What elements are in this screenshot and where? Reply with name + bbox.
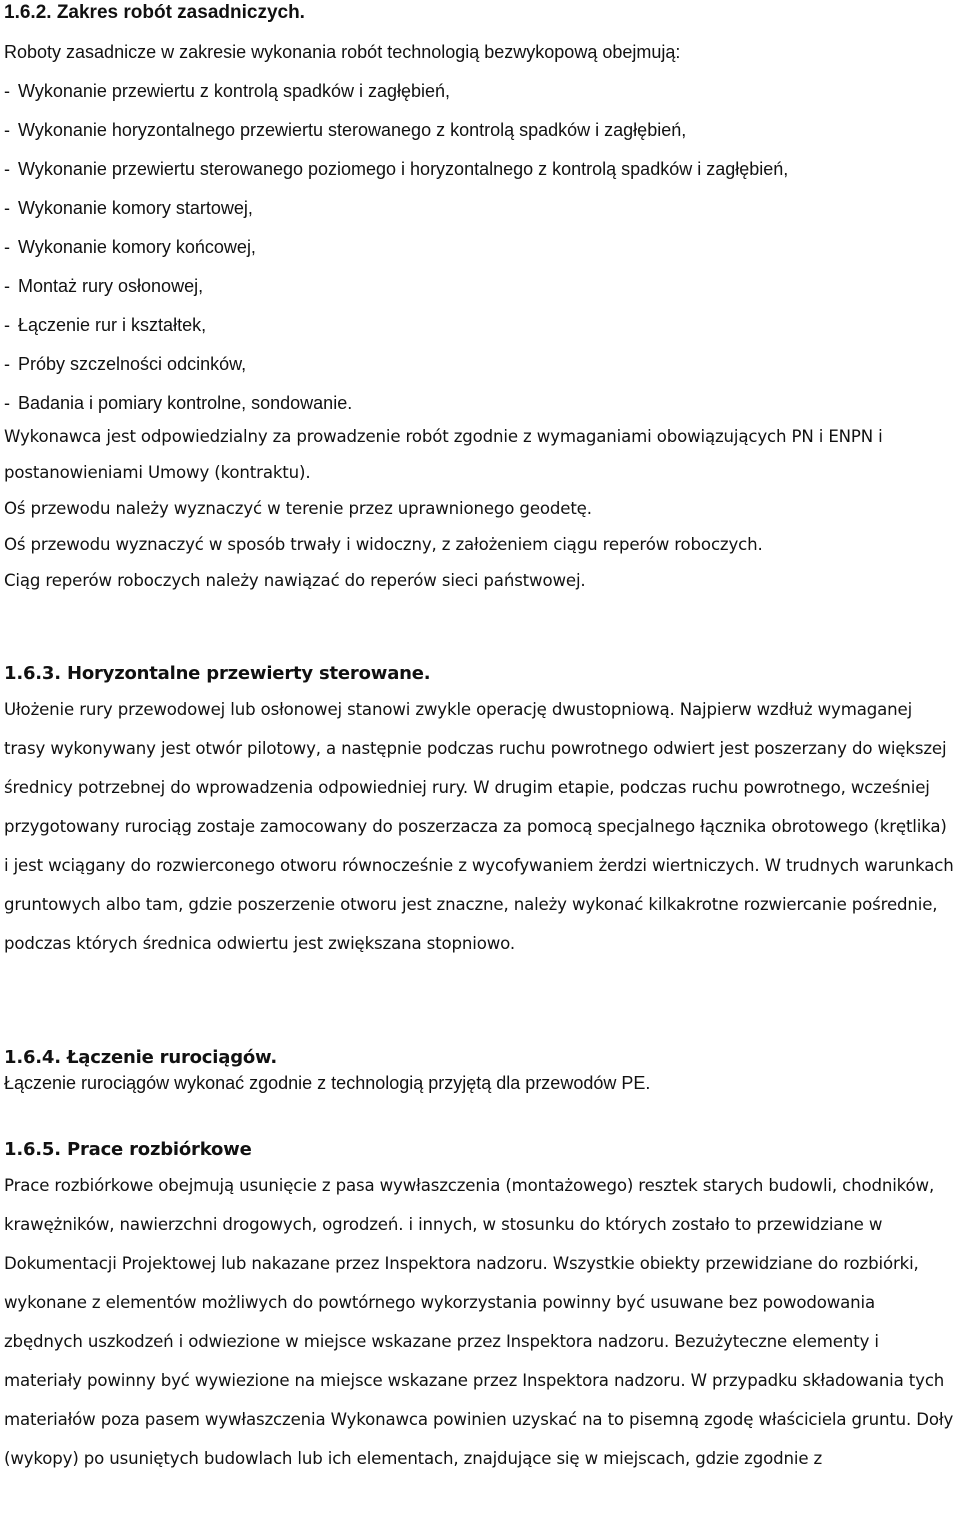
- list-dash: -: [4, 315, 10, 335]
- list-dash: -: [4, 198, 10, 218]
- list-dash: -: [4, 276, 10, 296]
- section-heading: 1.6.3. Horyzontalne przewierty sterowane.: [4, 663, 431, 684]
- list-dash: -: [4, 120, 10, 140]
- list-item-text: Wykonanie horyzontalnego przewiertu sterowanego z kontrolą spadków i zagłębień,: [18, 120, 687, 140]
- contractor-responsibility-text: Wykonawca jest odpowiedzialny za prowadzenie robót zgodnie z wymaganiami obowiązujących PN i ENPN i postanowieniami Umowy (kontraktu).: [4, 427, 883, 482]
- benchmark-text: Ciąg reperów roboczych należy nawiązać do reperów sieci państwowej.: [4, 571, 586, 590]
- list-item-text: Wykonanie przewiertu sterowanego poziomego i horyzontalnego z kontrolą spadków i zagłębień,: [18, 159, 789, 179]
- list-item: [4, 72, 956, 111]
- section-1-6-2-paragraphs: [4, 419, 956, 599]
- list-dash: -: [4, 237, 10, 257]
- list-item: [4, 111, 956, 150]
- list-item-text: Wykonanie komory końcowej,: [18, 237, 256, 257]
- list-dash: -: [4, 159, 10, 179]
- list-item-text: Badania i pomiary kontrolne, sondowanie.: [18, 393, 353, 413]
- list-item-text: Montaż rury osłonowej,: [18, 276, 204, 296]
- hdd-description-text: Ułożenie rury przewodowej lub osłonowej stanowi zwykle operację dwustopniową. Najpierw wzdłuż wymaganej trasy wykonywany jest otwór pilotowy, a następnie podczas ruchu powrotnego odwiert jest poszerzany do większej średnicy potrzebnej do wprowadzenia odpowiedniej rury. W drugim etapie, podczas ruchu powrotnego, wcześniej przygotowany rurociąg zostaje zamocowany do poszerzacza za pomocą specjalnego łącznika obrotowego (krętlika) i jest wciągany do rozwierconego otworu równocześnie z wycofywaniem żerdzi wiertniczych. W trudnych warunkach gruntowych albo tam, gdzie poszerzenie otworu jest znaczne, należy wykonać kilkakrotne rozwiercanie pośrednie, podczas których średnica odwiertu jest zwiększana stopniowo.: [4, 700, 954, 953]
- list-item: [4, 267, 956, 306]
- section-1-6-2: [4, 0, 956, 423]
- section-heading: 1.6.2. Zakres robót zasadniczych.: [4, 2, 305, 23]
- demolition-text: Prace rozbiórkowe obejmują usunięcie z pasa wywłaszczenia (montażowego) resztek starych budowli, chodników, krawężników, nawierzchni drogowych, ogrodzeń. i innych, w stosunku do których zostało to przewidziane w Dokumentacji Projektowej lub nakazane przez Inspektora nadzoru. Wszystkie obiekty przewidziane do rozbiórki, wykonane z elementów możliwych do powtórnego wykorzystania powinny być usuwane bez powodowania zbędnych uszkodzeń i odwiezione w miejsce wskazane przez Inspektora nadzoru. Bezużyteczne elementy i materiały powinny być wywiezione na miejsce wskazane przez Inspektora nadzoru. W przypadku składowania tych materiałów poza pasem wywłaszczenia Wykonawca powinien uzyskać na to pisemną zgodę właściciela gruntu. Doły (wykopy) po usuniętych budowlach lub ich elementach, znajdujące się w miejscach, gdzie zgodnie z: [4, 1176, 954, 1468]
- list-dash: -: [4, 81, 10, 101]
- list-item: [4, 345, 956, 384]
- list-dash: -: [4, 393, 10, 413]
- list-item-text: Wykonanie komory startowej,: [18, 198, 253, 218]
- list-item: [4, 384, 956, 423]
- list-item: [4, 306, 956, 345]
- list-item-text: Wykonanie przewiertu z kontrolą spadków i zagłębień,: [18, 81, 451, 101]
- section-heading: 1.6.5. Prace rozbiórkowe: [4, 1139, 252, 1160]
- list-item-text: Próby szczelności odcinków,: [18, 354, 247, 374]
- section-heading: 1.6.4. Łączenie rurociągów.: [4, 1047, 277, 1068]
- section-1-6-4: [4, 1046, 956, 1096]
- list-dash: -: [4, 354, 10, 374]
- works-list: [4, 72, 956, 423]
- section-1-6-5: [4, 1136, 956, 1478]
- list-item: [4, 150, 956, 189]
- list-item-text: Łączenie rur i kształtek,: [18, 315, 207, 335]
- list-item: [4, 189, 956, 228]
- axis-surveyor-text: Oś przewodu należy wyznaczyć w terenie przez uprawnionego geodetę.: [4, 499, 592, 518]
- section-1-6-3: [4, 660, 956, 963]
- pipe-joining-text: Łączenie rurociągów wykonać zgodnie z technologią przyjętą dla przewodów PE.: [4, 1073, 651, 1093]
- section-intro: Roboty zasadnicze w zakresie wykonania robót technologią bezwykopową obejmują:: [4, 42, 681, 62]
- axis-marking-text: Oś przewodu wyznaczyć w sposób trwały i widoczny, z założeniem ciągu reperów roboczych.: [4, 535, 763, 554]
- list-item: [4, 228, 956, 267]
